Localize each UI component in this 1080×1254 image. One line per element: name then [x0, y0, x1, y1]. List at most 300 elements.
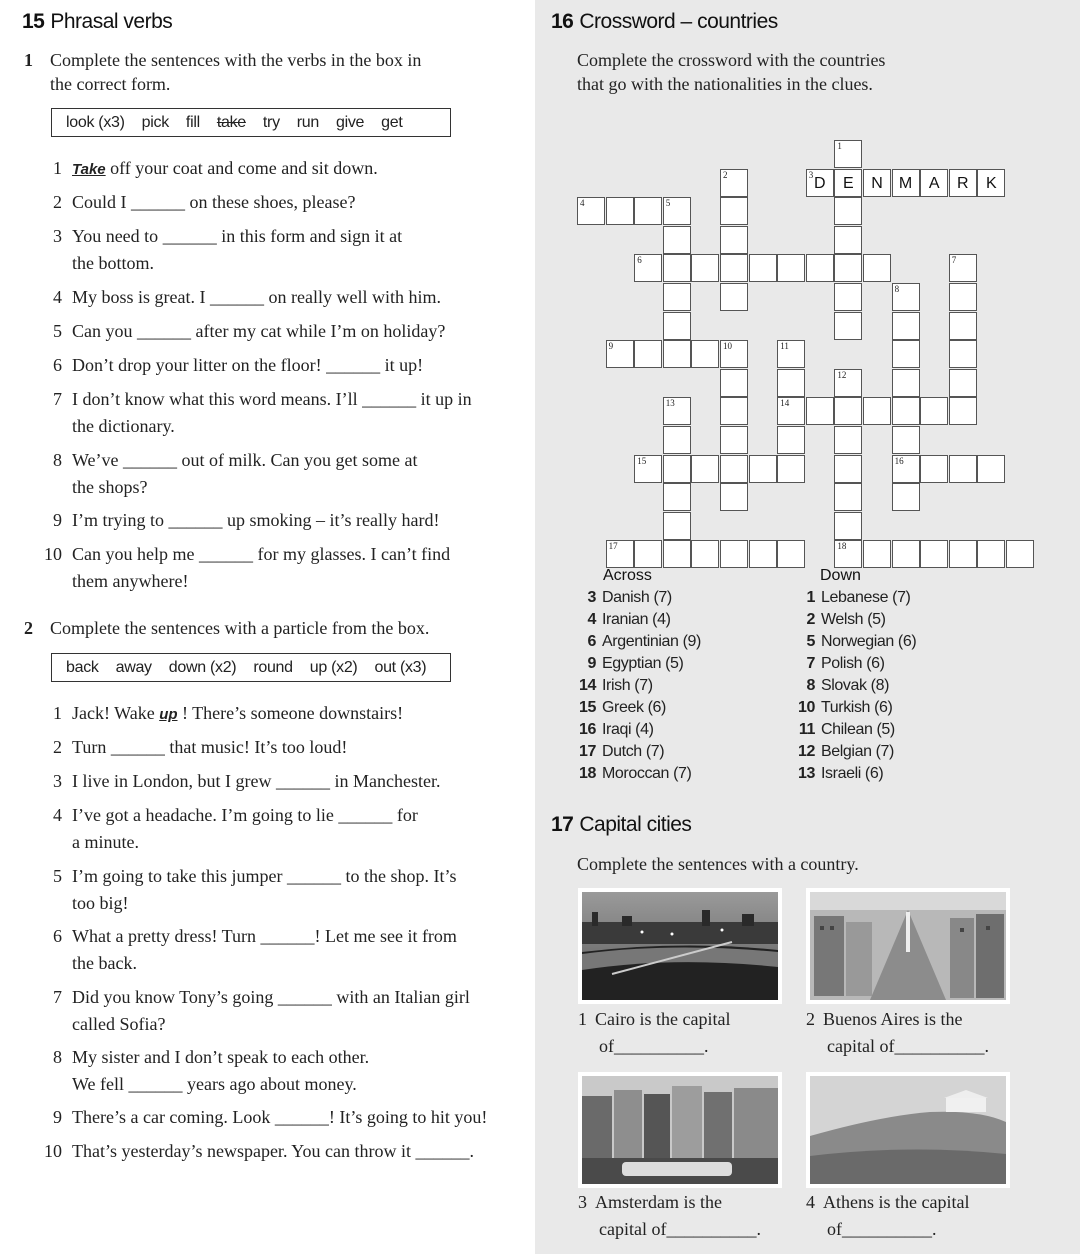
item-text-continued: them anywhere!	[72, 571, 189, 591]
crossword-cell[interactable]	[949, 169, 977, 197]
crossword-cell[interactable]	[691, 340, 719, 368]
clue-item	[795, 743, 894, 761]
answer-gap[interactable]: ______	[274, 1107, 329, 1127]
crossword-cell[interactable]	[720, 540, 748, 568]
answer-gap[interactable]: ______	[277, 987, 332, 1007]
answer-gap[interactable]: __________	[842, 1219, 932, 1239]
crossword-cell[interactable]	[606, 340, 634, 368]
clue-item	[576, 765, 691, 783]
clue-text: Danish (7)	[602, 589, 672, 606]
crossword-cell[interactable]	[663, 540, 691, 568]
answer-gap[interactable]: ______	[168, 510, 223, 530]
crossword-cell[interactable]	[977, 455, 1005, 483]
item-text-start: I’ve got a headache. I’m going to lie	[72, 805, 339, 825]
crossword-cell[interactable]	[834, 226, 862, 254]
crossword-cell[interactable]	[634, 540, 662, 568]
item-number: 7	[53, 389, 62, 409]
exercise-instruction: Complete the crossword with the countries	[577, 50, 886, 70]
caption-end: .	[704, 1036, 709, 1056]
clue-text: Dutch (7)	[602, 743, 665, 760]
clue-number: 16	[894, 455, 904, 466]
item-text	[72, 541, 450, 568]
crossword-cell[interactable]	[834, 140, 862, 168]
crossword-cell[interactable]	[977, 169, 1005, 197]
clue-number: 18	[579, 765, 596, 782]
example-answer: up	[159, 706, 178, 723]
crossword-cell[interactable]	[892, 169, 920, 197]
clue-number: 9	[608, 341, 614, 352]
crossword-cell[interactable]	[777, 340, 805, 368]
item-number: 6	[53, 926, 62, 946]
item-text-end: years ago about money.	[182, 1074, 357, 1094]
clue-item	[576, 699, 666, 717]
crossword-letter: K	[986, 174, 997, 192]
clue-item	[576, 721, 654, 739]
crossword-cell[interactable]	[834, 397, 862, 425]
caption-text: of	[827, 1219, 842, 1239]
clue-number: 11	[798, 721, 815, 738]
caption-end: .	[984, 1036, 989, 1056]
item-number: 9	[53, 510, 62, 530]
crossword-cell[interactable]	[949, 312, 977, 340]
item-text-continued: the bottom.	[72, 253, 154, 273]
clue-item	[795, 611, 886, 629]
item-number: 5	[53, 866, 62, 886]
caption-line	[806, 1006, 963, 1033]
answer-gap[interactable]: __________	[666, 1219, 757, 1239]
crossword-cell[interactable]	[892, 455, 920, 483]
crossword-cell[interactable]	[663, 455, 691, 483]
crossword-cell[interactable]	[949, 455, 977, 483]
answer-gap[interactable]: ______	[286, 866, 341, 886]
clue-item	[795, 655, 885, 673]
crossword-cell[interactable]	[663, 254, 691, 282]
crossword-cell[interactable]	[663, 197, 691, 225]
caption-line	[827, 1216, 937, 1243]
crossword-cell[interactable]	[977, 540, 1005, 568]
crossword-cell[interactable]	[663, 312, 691, 340]
item-text-start: Jack! Wake	[72, 703, 160, 723]
clue-number: 12	[837, 369, 847, 380]
crossword-cell[interactable]	[806, 397, 834, 425]
crossword-cell[interactable]	[834, 455, 862, 483]
caption-line	[599, 1216, 761, 1243]
across-heading: Across	[603, 567, 652, 584]
item-text-start: Can you	[72, 321, 137, 341]
clue-number: 17	[579, 743, 596, 760]
crossword-cell[interactable]	[949, 254, 977, 282]
word-item: try	[262, 113, 280, 131]
item-text-end: in this form and sign it at	[216, 226, 403, 246]
crossword-cell[interactable]	[949, 369, 977, 397]
crossword-cell[interactable]	[777, 254, 805, 282]
item-text-end: off your coat and come and sit down.	[105, 158, 378, 178]
item-text-start: I live in London, but I grew	[72, 771, 276, 791]
item-text-start: Could I	[72, 192, 132, 212]
item-text-end: up smoking – it’s really hard!	[222, 510, 440, 530]
item-text-start: I don’t know what this word means. I’ll	[72, 389, 363, 409]
exercise-instruction: Complete the sentences with the verbs in the box in	[50, 50, 422, 70]
answer-gap[interactable]: ______	[123, 450, 178, 470]
item-number: 4	[53, 805, 62, 825]
crossword-cell[interactable]	[577, 197, 605, 225]
item-text	[72, 223, 402, 250]
item-number: 8	[53, 1047, 62, 1067]
crossword-cell[interactable]	[949, 283, 977, 311]
clue-number: 17	[608, 541, 618, 552]
crossword-cell[interactable]	[720, 483, 748, 511]
crossword-cell[interactable]	[863, 254, 891, 282]
section-title: Capital cities	[579, 813, 692, 836]
clue-item	[576, 677, 653, 695]
clue-number: 13	[798, 765, 815, 782]
caption-line	[599, 1033, 709, 1060]
crossword-cell[interactable]	[1006, 540, 1034, 568]
word-item: away	[115, 658, 152, 676]
clue-number: 6	[637, 255, 642, 266]
clue-number: 1	[806, 589, 815, 606]
crossword-cell[interactable]	[892, 283, 920, 311]
crossword-cell[interactable]	[720, 369, 748, 397]
item-text	[72, 1104, 487, 1131]
answer-gap[interactable]: ______	[131, 192, 186, 212]
crossword-cell[interactable]	[949, 540, 977, 568]
crossword-cell[interactable]	[720, 283, 748, 311]
word-item: pick	[141, 113, 169, 131]
crossword-cell[interactable]	[606, 540, 634, 568]
crossword-cell[interactable]	[863, 397, 891, 425]
clue-number: 8	[806, 677, 815, 694]
clue-text: Egyptian (5)	[602, 655, 684, 672]
crossword-cell[interactable]	[720, 426, 748, 454]
item-text	[72, 734, 347, 761]
section-16-title	[551, 10, 778, 34]
item-text-end: on really well with him.	[264, 287, 441, 307]
crossword-cell[interactable]	[663, 226, 691, 254]
item-text-continued: a minute.	[72, 832, 139, 852]
answer-gap[interactable]: ______	[137, 321, 191, 341]
crossword-cell[interactable]	[720, 455, 748, 483]
item-text	[72, 284, 441, 311]
buenos-aires-photo	[806, 888, 1010, 1004]
crossword-cell[interactable]	[691, 254, 719, 282]
clue-item	[795, 721, 895, 739]
crossword-grid	[577, 141, 1037, 552]
crossword-cell[interactable]	[920, 397, 948, 425]
item-number: 3	[53, 226, 62, 246]
crossword-cell[interactable]	[777, 455, 805, 483]
clue-number: 6	[587, 633, 596, 650]
word-item: fill	[185, 113, 200, 131]
item-text-end: ! It’s going to hit you!	[328, 1107, 488, 1127]
clue-item	[795, 633, 916, 651]
item-number: 2	[53, 192, 62, 212]
crossword-cell[interactable]	[920, 540, 948, 568]
crossword-letter: A	[928, 174, 940, 192]
clue-number: 5	[806, 633, 815, 650]
item-text-continued: the dictionary.	[72, 416, 175, 436]
crossword-cell[interactable]	[749, 254, 777, 282]
clue-number: 3	[808, 169, 814, 180]
word-item: get	[381, 113, 403, 131]
item-text-start: I’m going to take this jumper	[72, 866, 287, 886]
clue-number: 9	[587, 655, 596, 672]
crossword-cell[interactable]	[749, 455, 777, 483]
item-text	[72, 1044, 369, 1071]
answer-gap[interactable]: ______	[362, 389, 417, 409]
item-text-end: that music! It’s too loud!	[164, 737, 348, 757]
answer-gap[interactable]: ______	[415, 1141, 470, 1161]
item-number: 1	[53, 703, 62, 723]
crossword-cell[interactable]	[834, 426, 862, 454]
section-number: 15	[22, 10, 45, 33]
clue-number: 14	[780, 398, 790, 409]
crossword-cell[interactable]	[834, 312, 862, 340]
clue-item	[795, 677, 889, 695]
item-text-end: .	[469, 1141, 474, 1161]
item-text	[72, 447, 418, 474]
cairo-photo	[578, 888, 782, 1004]
item-text-continued: the shops?	[72, 477, 148, 497]
item-number: 1	[578, 1009, 587, 1029]
answer-gap[interactable]: ______	[128, 1074, 183, 1094]
item-text-end: on these shoes, please?	[185, 192, 356, 212]
word-item: back	[66, 658, 99, 676]
item-text	[72, 352, 423, 379]
crossword-cell[interactable]	[892, 340, 920, 368]
answer-gap[interactable]: __________	[894, 1036, 985, 1056]
item-text-continued: the back.	[72, 953, 137, 973]
clue-number: 8	[894, 284, 900, 294]
clue-number: 12	[798, 743, 815, 760]
clue-text: Belgian (7)	[821, 743, 894, 760]
crossword-cell[interactable]	[834, 197, 862, 225]
clue-text: Moroccan (7)	[602, 765, 692, 782]
item-text	[72, 863, 456, 890]
clue-item	[795, 699, 892, 717]
section-15-title	[22, 10, 172, 34]
crossword-cell[interactable]	[663, 397, 691, 425]
crossword-cell[interactable]	[834, 283, 862, 311]
caption-text: Amsterdam is the	[595, 1192, 722, 1212]
verb-box	[51, 108, 451, 137]
clue-number: 18	[837, 541, 847, 552]
answer-gap[interactable]: ______	[198, 544, 253, 564]
item-text	[72, 189, 355, 216]
crossword-cell[interactable]	[663, 512, 691, 540]
item-text-continued	[72, 1071, 357, 1098]
answer-gap[interactable]: ______	[275, 771, 330, 791]
crossword-cell[interactable]	[949, 340, 977, 368]
crossword-cell[interactable]	[920, 169, 948, 197]
clue-number: 2	[806, 611, 815, 628]
item-number: 4	[806, 1192, 815, 1212]
caption-text: Athens is the capital	[823, 1192, 970, 1212]
answer-gap[interactable]: ______	[162, 226, 217, 246]
crossword-cell[interactable]	[777, 540, 805, 568]
caption-text: capital of	[599, 1219, 667, 1239]
item-text-continued: too big!	[72, 893, 129, 913]
exercise-instruction: Complete the sentences with a country.	[577, 854, 859, 874]
crossword-cell[interactable]	[777, 369, 805, 397]
word-item: up (x2)	[309, 658, 358, 676]
crossword-cell[interactable]	[634, 455, 662, 483]
crossword-cell[interactable]	[720, 340, 748, 368]
item-text-start: We’ve	[72, 450, 124, 470]
crossword-cell[interactable]	[834, 369, 862, 397]
crossword-letter: M	[898, 174, 913, 192]
exercise-instruction: that go with the nationalities in the clues.	[577, 74, 873, 94]
item-text-end: with an Italian girl	[331, 987, 470, 1007]
item-text	[72, 1138, 474, 1165]
amsterdam-photo	[578, 1072, 782, 1188]
down-heading: Down	[820, 567, 861, 584]
item-text	[72, 768, 440, 795]
crossword-cell[interactable]	[634, 340, 662, 368]
crossword-cell[interactable]	[920, 455, 948, 483]
exercise-instruction: Complete the sentences with a particle from the box.	[50, 618, 430, 638]
caption-text: Cairo is the capital	[595, 1009, 731, 1029]
caption-line	[827, 1033, 989, 1060]
clue-text: Slovak (8)	[821, 677, 890, 694]
clue-number: 13	[665, 398, 675, 409]
word-item-used: take	[216, 113, 246, 131]
section-title: Crossword – countries	[579, 10, 778, 33]
crossword-cell[interactable]	[834, 483, 862, 511]
word-item: round	[253, 658, 293, 676]
crossword-cell[interactable]	[863, 540, 891, 568]
item-text-start: That’s yesterday’s newspaper. You can throw it	[72, 1141, 416, 1161]
crossword-cell[interactable]	[806, 254, 834, 282]
crossword-cell[interactable]	[892, 312, 920, 340]
crossword-cell[interactable]	[634, 197, 662, 225]
item-text-end: after my cat while I’m on holiday?	[191, 321, 446, 341]
answer-gap[interactable]: ______	[110, 737, 165, 757]
answer-gap[interactable]: __________	[614, 1036, 704, 1056]
crossword-cell[interactable]	[720, 226, 748, 254]
item-text-end: for my glasses. I can’t find	[252, 544, 451, 564]
word-item: give	[336, 113, 365, 131]
item-number: 7	[53, 987, 62, 1007]
crossword-cell[interactable]	[691, 455, 719, 483]
clue-item	[795, 765, 883, 783]
clue-number: 4	[580, 198, 585, 209]
crossword-cell[interactable]	[663, 283, 691, 311]
item-number: 10	[44, 1141, 62, 1161]
crossword-cell[interactable]	[806, 169, 834, 197]
crossword-cell[interactable]	[663, 426, 691, 454]
crossword-cell[interactable]	[634, 254, 662, 282]
crossword-cell[interactable]	[663, 340, 691, 368]
crossword-cell[interactable]	[949, 397, 977, 425]
clue-item	[576, 743, 664, 761]
clue-text: Irish (7)	[602, 677, 653, 694]
item-text	[72, 318, 445, 345]
clue-number: 15	[637, 455, 647, 466]
item-number: 6	[53, 355, 62, 375]
item-text-end: ! Let me see it from	[314, 926, 457, 946]
clue-number: 7	[806, 655, 815, 672]
item-text-end: for	[392, 805, 418, 825]
answer-gap[interactable]: ______	[260, 926, 315, 946]
item-number: 2	[806, 1009, 815, 1029]
crossword-cell[interactable]	[691, 540, 719, 568]
clue-number: 2	[723, 169, 728, 180]
clue-item	[576, 611, 671, 629]
crossword-cell[interactable]	[834, 540, 862, 568]
crossword-cell[interactable]	[606, 197, 634, 225]
exercise-instruction: the correct form.	[50, 74, 171, 94]
clue-text: Lebanese (7)	[821, 589, 911, 606]
word-item: look (x3)	[66, 113, 125, 131]
item-text-end: in Manchester.	[329, 771, 441, 791]
clue-text: Polish (6)	[821, 655, 885, 672]
crossword-cell[interactable]	[892, 426, 920, 454]
crossword-cell[interactable]	[834, 169, 862, 197]
exercise-number: 1	[24, 50, 33, 70]
answer-gap[interactable]: ______	[210, 287, 264, 307]
caption-line	[806, 1189, 969, 1216]
clue-number: 11	[780, 341, 789, 352]
crossword-cell[interactable]	[892, 540, 920, 568]
crossword-letter: E	[843, 174, 854, 192]
crossword-cell[interactable]	[892, 369, 920, 397]
clue-text: Israeli (6)	[821, 765, 884, 782]
crossword-cell[interactable]	[834, 254, 862, 282]
crossword-cell[interactable]	[892, 483, 920, 511]
crossword-letter: R	[957, 174, 969, 192]
item-text-start: Did you know Tony’s going	[72, 987, 278, 1007]
crossword-letter: D	[814, 174, 826, 192]
item-text-start: My boss is great. I	[72, 287, 210, 307]
item-text	[72, 700, 403, 728]
crossword-cell[interactable]	[720, 397, 748, 425]
crossword-cell[interactable]	[720, 254, 748, 282]
crossword-cell[interactable]	[863, 169, 891, 197]
answer-gap[interactable]: ______	[338, 805, 393, 825]
word-item: run	[296, 113, 319, 131]
clue-text: Greek (6)	[602, 699, 666, 716]
item-text-end: to the shop. It’s	[340, 866, 457, 886]
crossword-cell[interactable]	[777, 426, 805, 454]
crossword-cell[interactable]	[720, 197, 748, 225]
answer-gap[interactable]: ______	[326, 355, 381, 375]
clue-number: 4	[587, 611, 596, 628]
particle-box	[51, 653, 451, 682]
item-text-start: What a pretty dress! Turn	[72, 926, 261, 946]
item-text-start: Can you help me	[72, 544, 199, 564]
crossword-cell[interactable]	[777, 397, 805, 425]
crossword-cell[interactable]	[834, 512, 862, 540]
caption-end: .	[932, 1219, 937, 1239]
clue-number: 10	[798, 699, 815, 716]
item-number: 8	[53, 450, 62, 470]
clue-text: Norwegian (6)	[821, 633, 917, 650]
item-text-start: Turn	[72, 737, 111, 757]
crossword-cell[interactable]	[892, 397, 920, 425]
clue-number: 15	[579, 699, 596, 716]
caption-text: capital of	[827, 1036, 895, 1056]
item-text-end: out of milk. Can you get some at	[177, 450, 418, 470]
item-number: 3	[53, 771, 62, 791]
crossword-cell[interactable]	[749, 540, 777, 568]
crossword-cell[interactable]	[720, 169, 748, 197]
crossword-cell[interactable]	[663, 483, 691, 511]
item-text-end: it up in	[416, 389, 472, 409]
clue-text: Argentinian (9)	[602, 633, 701, 650]
item-text	[72, 984, 470, 1011]
item-text	[72, 802, 418, 829]
